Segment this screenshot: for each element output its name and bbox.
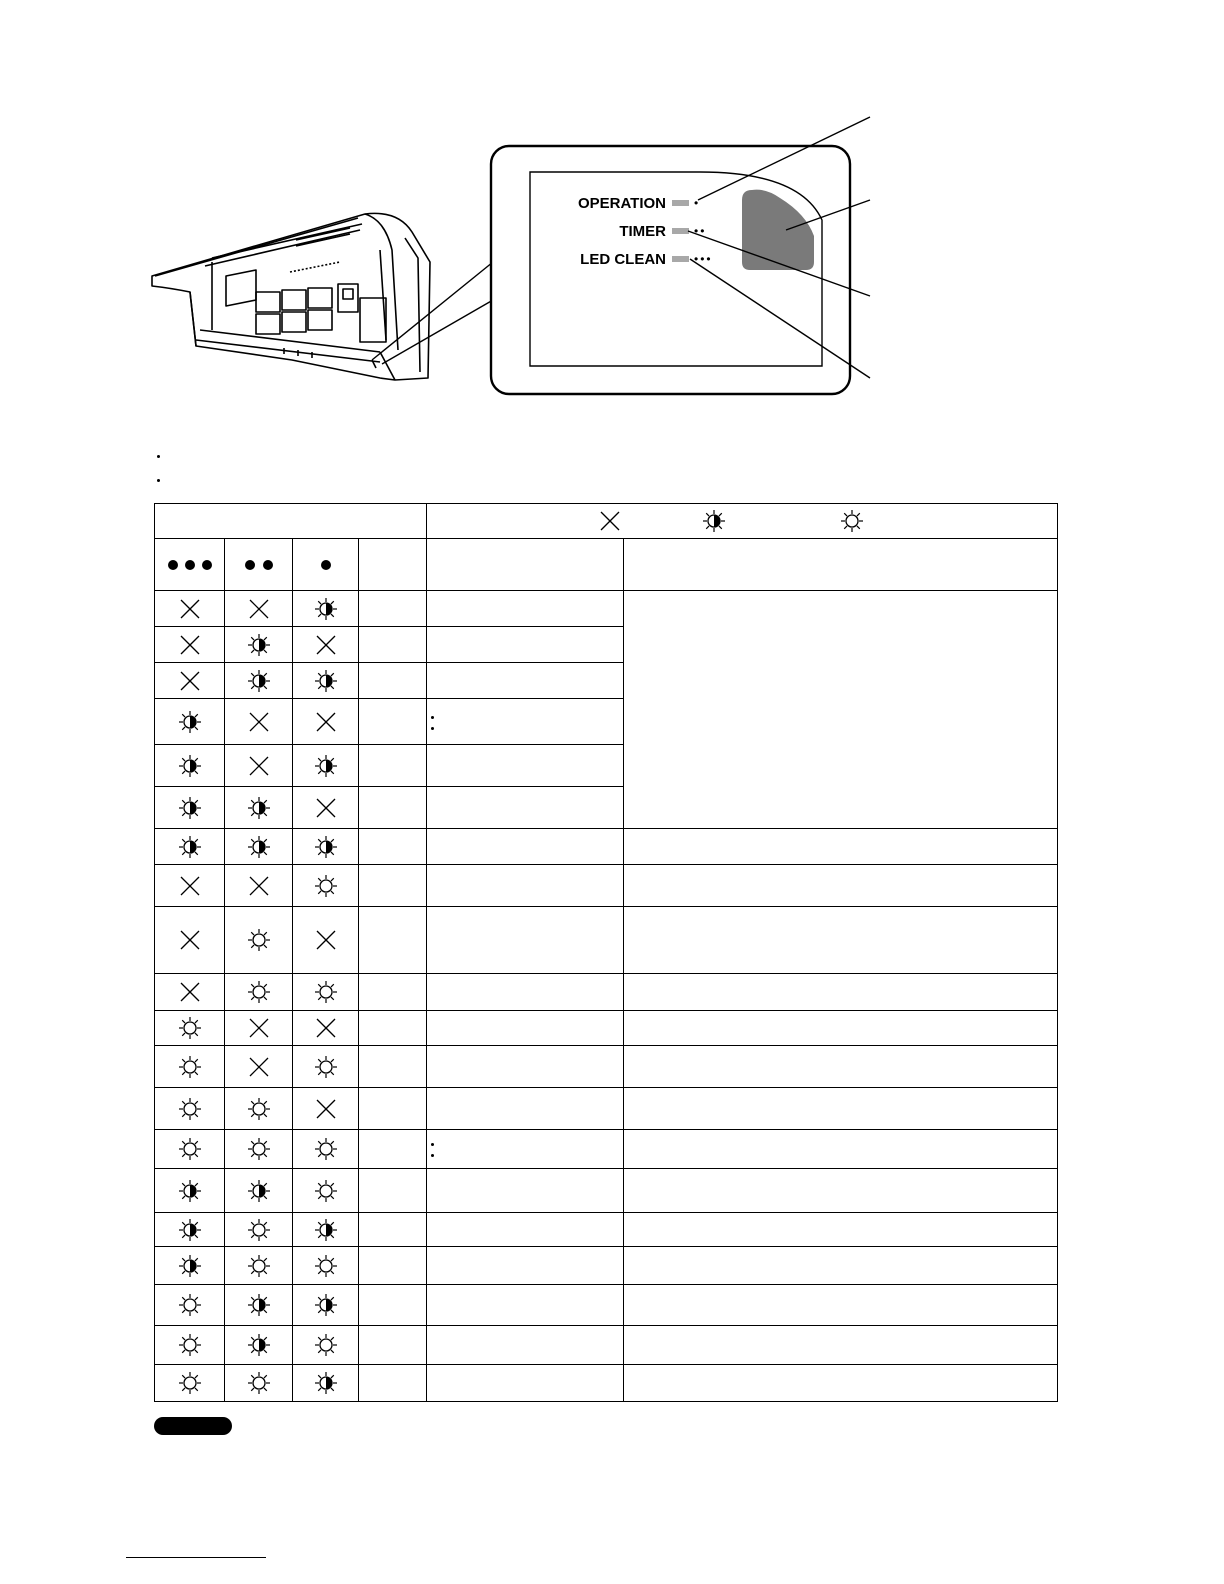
operation-state — [293, 663, 359, 699]
description-cell — [427, 865, 624, 907]
half-lamp-icon — [177, 834, 203, 860]
operation-state — [293, 591, 359, 627]
operation-state — [293, 1326, 359, 1365]
half-lamp-icon — [177, 795, 203, 821]
description-cell — [427, 745, 624, 787]
table-row — [155, 1247, 1058, 1285]
operation-state — [293, 1046, 359, 1088]
timer-state — [225, 829, 293, 865]
remedy-cell — [624, 1046, 1058, 1088]
half-lamp-icon — [246, 1332, 272, 1358]
lamp-icon — [313, 979, 339, 1005]
x-mark-icon — [177, 979, 203, 1005]
table-row — [155, 1169, 1058, 1213]
x-mark-icon — [313, 632, 339, 658]
lamp-icon — [313, 1136, 339, 1162]
table-row — [155, 591, 1058, 627]
lamp-icon — [177, 1096, 203, 1122]
description-cell — [427, 787, 624, 829]
led-clean-state — [155, 829, 225, 865]
error-code-cell — [359, 627, 427, 663]
remedy-cell — [624, 1365, 1058, 1402]
description-cell — [427, 974, 624, 1011]
timer-label: TIMER — [619, 223, 666, 240]
operation-state — [293, 1247, 359, 1285]
error-code-cell — [359, 1285, 427, 1326]
lamp-icon — [177, 1136, 203, 1162]
x-mark-icon — [177, 873, 203, 899]
half-lamp-icon — [246, 668, 272, 694]
half-lamp-icon — [246, 795, 272, 821]
description-cell — [427, 699, 624, 745]
description-cell — [427, 1285, 624, 1326]
error-code-cell — [359, 591, 427, 627]
timer-marker: •• — [694, 224, 707, 238]
indicator-code-table — [154, 503, 1058, 1402]
air-conditioner-illustration — [152, 213, 430, 380]
description-cell — [427, 1088, 624, 1130]
description-cell — [427, 829, 624, 865]
half-lamp-icon — [177, 1253, 203, 1279]
table-row — [155, 865, 1058, 907]
note-bullet — [157, 479, 160, 482]
lamp-icon — [313, 1253, 339, 1279]
marker-header-row — [155, 539, 1058, 591]
operation-state — [293, 1130, 359, 1169]
led-clean-state — [155, 1365, 225, 1402]
led-clean-state — [155, 591, 225, 627]
half-lamp-icon — [313, 596, 339, 622]
error-code-cell — [359, 787, 427, 829]
lamp-icon — [177, 1370, 203, 1396]
half-lamp-icon — [177, 753, 203, 779]
x-mark-icon — [313, 1096, 339, 1122]
timer-state — [225, 1046, 293, 1088]
operation-state — [293, 865, 359, 907]
remedy-cell — [624, 865, 1058, 907]
timer-state — [225, 1247, 293, 1285]
led-clean-marker: ••• — [694, 252, 713, 266]
led-clean-state — [155, 627, 225, 663]
lamp-icon — [246, 1370, 272, 1396]
remedy-cell — [624, 1326, 1058, 1365]
lamp-icon — [246, 979, 272, 1005]
description-cell — [427, 663, 624, 699]
note-badge — [154, 1417, 232, 1435]
x-mark-icon — [246, 1015, 272, 1041]
led-clean-state — [155, 745, 225, 787]
operation-state — [293, 829, 359, 865]
led-clean-state — [155, 699, 225, 745]
remedy-cell — [624, 1247, 1058, 1285]
x-mark-icon — [313, 927, 339, 953]
half-lamp-icon — [313, 1370, 339, 1396]
half-lamp-icon — [703, 510, 725, 532]
lamp-icon — [246, 1096, 272, 1122]
lamp-icon — [177, 1332, 203, 1358]
x-mark-icon — [246, 709, 272, 735]
operation-state — [293, 907, 359, 974]
operation-column-header — [293, 539, 359, 591]
error-code-cell — [359, 1130, 427, 1169]
remedy-column-header — [624, 539, 1058, 591]
timer-state — [225, 1130, 293, 1169]
half-lamp-icon — [246, 1292, 272, 1318]
half-lamp-icon — [246, 1178, 272, 1204]
operation-state — [293, 1365, 359, 1402]
operation-state — [293, 974, 359, 1011]
timer-state — [225, 1088, 293, 1130]
led-clean-state — [155, 1088, 225, 1130]
led-clean-state — [155, 1011, 225, 1046]
led-clean-state — [155, 1213, 225, 1247]
x-mark-icon — [313, 1015, 339, 1041]
table-row — [155, 829, 1058, 865]
operation-state — [293, 627, 359, 663]
error-code-cell — [359, 1011, 427, 1046]
operation-state — [293, 787, 359, 829]
timer-state — [225, 745, 293, 787]
led-clean-state — [155, 907, 225, 974]
x-mark-icon — [313, 795, 339, 821]
half-lamp-icon — [246, 632, 272, 658]
led-clean-state — [155, 1130, 225, 1169]
half-lamp-icon — [313, 834, 339, 860]
led-clean-label: LED CLEAN — [580, 251, 666, 268]
x-mark-icon — [246, 873, 272, 899]
remedy-cell — [624, 1285, 1058, 1326]
legend-icons — [442, 506, 1042, 536]
description-cell — [427, 1011, 624, 1046]
lamp-icon — [313, 1054, 339, 1080]
timer-state — [225, 591, 293, 627]
operation-state — [293, 1213, 359, 1247]
half-lamp-icon — [246, 834, 272, 860]
timer-state — [225, 974, 293, 1011]
led-clean-state — [155, 1169, 225, 1213]
error-code-cell — [359, 974, 427, 1011]
error-code-cell — [359, 1365, 427, 1402]
description-cell — [427, 907, 624, 974]
half-lamp-icon — [177, 1178, 203, 1204]
error-code-cell — [359, 699, 427, 745]
operation-marker: • — [694, 196, 701, 210]
remedy-cell — [624, 907, 1058, 974]
error-code-cell — [359, 745, 427, 787]
led-clean-column-header — [155, 539, 225, 591]
operation-state — [293, 1285, 359, 1326]
indicator-group-header — [155, 504, 427, 539]
remedy-cell-merged — [624, 591, 1058, 829]
x-mark-icon — [177, 632, 203, 658]
timer-state — [225, 699, 293, 745]
unit-display-figure — [0, 0, 1224, 430]
timer-lamp — [672, 228, 689, 234]
remedy-cell — [624, 1169, 1058, 1213]
error-code-cell — [359, 865, 427, 907]
remedy-cell — [624, 1130, 1058, 1169]
lamp-icon — [177, 1015, 203, 1041]
table-row — [155, 974, 1058, 1011]
led-clean-state — [155, 1046, 225, 1088]
half-lamp-icon — [313, 753, 339, 779]
description-cell — [427, 1046, 624, 1088]
table-row — [155, 907, 1058, 974]
lamp-icon — [313, 873, 339, 899]
led-clean-state — [155, 1247, 225, 1285]
operation-state — [293, 1169, 359, 1213]
table-row — [155, 1285, 1058, 1326]
table-row — [155, 1365, 1058, 1402]
description-cell — [427, 1247, 624, 1285]
timer-state — [225, 787, 293, 829]
error-code-cell — [359, 1169, 427, 1213]
x-mark-icon — [313, 709, 339, 735]
description-cell — [427, 1169, 624, 1213]
lamp-icon — [246, 1217, 272, 1243]
table-row — [155, 1326, 1058, 1365]
x-mark-icon — [177, 668, 203, 694]
remedy-cell — [624, 1011, 1058, 1046]
legend-header — [427, 504, 1058, 539]
description-cell — [427, 1365, 624, 1402]
error-code-cell — [359, 1046, 427, 1088]
error-code-cell — [359, 907, 427, 974]
half-lamp-icon — [313, 668, 339, 694]
error-code-cell — [359, 1088, 427, 1130]
half-lamp-icon — [313, 1217, 339, 1243]
x-mark-icon — [177, 927, 203, 953]
timer-column-header — [225, 539, 293, 591]
table-row — [155, 1011, 1058, 1046]
description-cell — [427, 1213, 624, 1247]
x-mark-icon — [246, 596, 272, 622]
description-cell — [427, 591, 624, 627]
timer-state — [225, 1169, 293, 1213]
lamp-icon — [246, 1253, 272, 1279]
operation-state — [293, 1011, 359, 1046]
timer-state — [225, 1213, 293, 1247]
led-clean-state — [155, 1285, 225, 1326]
timer-state — [225, 663, 293, 699]
operation-state — [293, 699, 359, 745]
lamp-icon — [177, 1054, 203, 1080]
remedy-cell — [624, 829, 1058, 865]
timer-state — [225, 865, 293, 907]
table-row — [155, 1130, 1058, 1169]
description-cell — [427, 627, 624, 663]
x-mark-icon — [177, 596, 203, 622]
error-code-cell — [359, 1247, 427, 1285]
error-code-cell — [359, 829, 427, 865]
led-clean-state — [155, 865, 225, 907]
operation-state — [293, 1088, 359, 1130]
error-code-cell — [359, 1213, 427, 1247]
lamp-icon — [313, 1178, 339, 1204]
timer-state — [225, 1285, 293, 1326]
operation-lamp — [672, 200, 689, 206]
code-column-header — [359, 539, 427, 591]
note-bullet — [157, 455, 160, 458]
table-row — [155, 1213, 1058, 1247]
led-clean-state — [155, 787, 225, 829]
led-clean-lamp — [672, 256, 689, 262]
table-row — [155, 1046, 1058, 1088]
half-lamp-icon — [177, 709, 203, 735]
timer-state — [225, 1365, 293, 1402]
table-header-row — [155, 504, 1058, 539]
half-lamp-icon — [313, 1292, 339, 1318]
lamp-icon — [313, 1332, 339, 1358]
timer-state — [225, 1011, 293, 1046]
error-code-cell — [359, 1326, 427, 1365]
x-mark-icon — [246, 753, 272, 779]
table-row — [155, 1088, 1058, 1130]
operation-label: OPERATION — [577, 195, 666, 212]
remedy-cell — [624, 1213, 1058, 1247]
footer-rule — [126, 1557, 266, 1558]
led-clean-state — [155, 1326, 225, 1365]
remedy-cell — [624, 1088, 1058, 1130]
description-cell — [427, 1326, 624, 1365]
description-cell — [427, 1130, 624, 1169]
timer-state — [225, 1326, 293, 1365]
timer-state — [225, 907, 293, 974]
led-clean-state — [155, 974, 225, 1011]
lamp-icon — [177, 1292, 203, 1318]
x-mark-icon — [601, 512, 619, 530]
x-mark-icon — [246, 1054, 272, 1080]
error-code-cell — [359, 663, 427, 699]
lamp-icon — [246, 927, 272, 953]
led-clean-state — [155, 663, 225, 699]
remedy-cell — [624, 974, 1058, 1011]
description-column-header — [427, 539, 624, 591]
half-lamp-icon — [177, 1217, 203, 1243]
timer-state — [225, 627, 293, 663]
lamp-icon — [246, 1136, 272, 1162]
operation-state — [293, 745, 359, 787]
lamp-icon — [841, 510, 863, 532]
